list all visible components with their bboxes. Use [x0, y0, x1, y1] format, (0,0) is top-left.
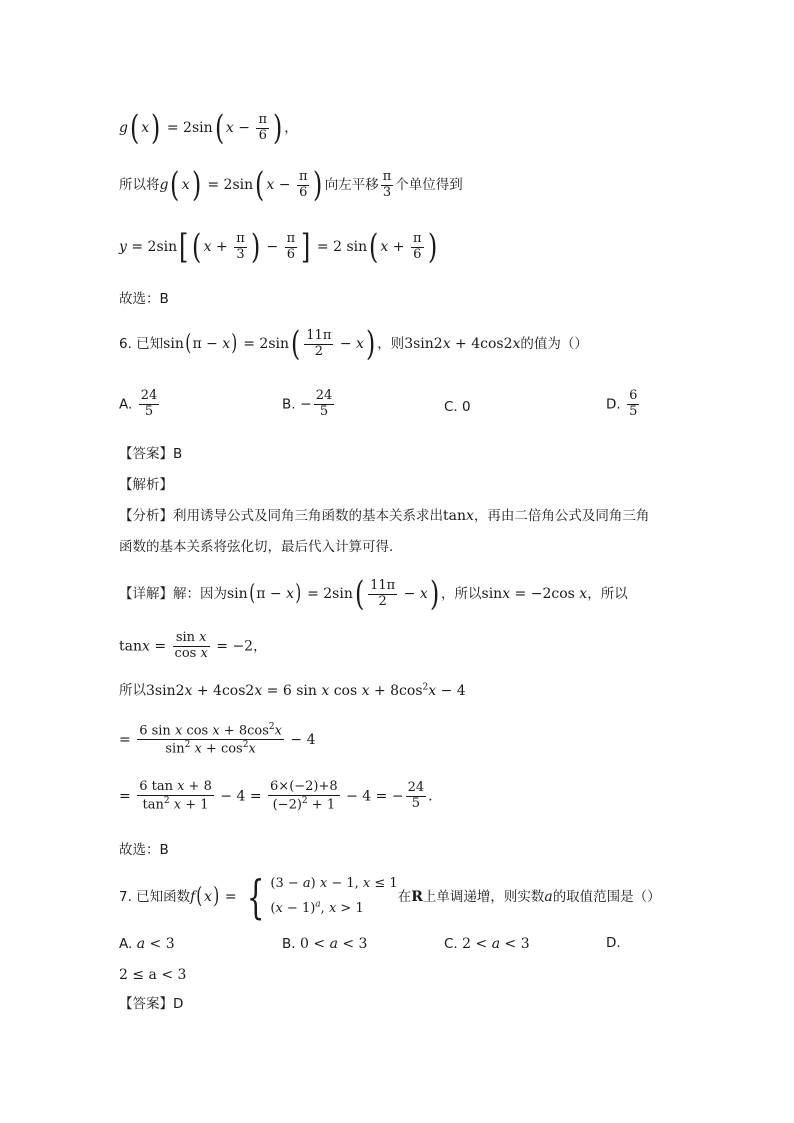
shift-statement: 所以将g( x) = 2sin( x − $\frac{\pi}{6}$ ) 向左平移 $\frac{\pi}{3}$ 个单位得到	[119, 165, 463, 205]
tan-formula: tanx = $\frac{\text{sin x}}{\text{cos x}}$ = −2，	[119, 630, 267, 661]
analysis-heading: 【解析】	[119, 477, 173, 493]
q7-option-d[interactable]: D.	[606, 935, 621, 951]
question-7: 7. 已知函数f(x) = { (3 − a) x − 1, x ≤ 1 $(x - 1)^a$, x > 1在R上单调递增，则实数a的取值范围是（）	[119, 869, 661, 924]
analysis-line-1: 【分析】利用诱导公式及同角三角函数的基本关系求出tanx，再由二倍角公式及同角三角	[119, 508, 650, 524]
option-c[interactable]: C. 0	[444, 399, 471, 415]
answer-select-2: 故选：B	[119, 842, 169, 858]
formula-g: g( x) = 2sin( x − $\frac{\pi}{6}$ ) ，	[119, 108, 298, 148]
fraction-line-1: = $\frac{6 \sin x \cos x + 8\cos^2x}{\sin^2 x + \cos^2x}$ − 4	[119, 722, 316, 757]
expand-line: 所以3sin2x + 4cos2x = 6 sin x $\cos x + 8\cos^2x - 4$	[119, 682, 466, 699]
formula-y: y = 2sin[ ( x + $\frac{\pi}{3}$ ) − $\frac{\pi}{6}$ ] = 2 sin( x + $\frac{\pi}{6}$ )	[119, 227, 437, 267]
q7-option-b[interactable]: B. 0 < a < 3	[282, 936, 368, 952]
q7-option-a[interactable]: A. a < 3	[119, 936, 175, 952]
option-b[interactable]: B. − $\frac{24}{5}$	[282, 388, 333, 419]
option-d[interactable]: D. $\frac{6}{5}$	[606, 388, 638, 419]
detail-line-1: 【详解】解：因为sin(π − x) = 2sin( $\frac{11\pi}{2}$ − x) ，所以sinx = −2cos x，所以	[119, 574, 628, 614]
question-6: 6. 已知sin(π − x) = 2sin( $\frac{11\pi}{2}$ − x) ，则3sin2x + 4cos2x的值为（）	[119, 324, 588, 364]
option-a[interactable]: A. $\frac{24}{5}$	[119, 388, 158, 419]
q7-option-c[interactable]: C. 2 < a < 3	[444, 936, 530, 952]
q7-option-d-value: 2 ≤ a < 3	[119, 967, 187, 983]
answer-6: 【答案】B	[119, 446, 183, 462]
analysis-line-2: 函数的基本关系将弦化切，最后代入计算可得.	[119, 539, 394, 555]
answer-7: 【答案】D	[119, 996, 184, 1012]
answer-select: 故选：B	[119, 291, 169, 307]
fraction-line-2: = $\frac{\text{6 tan x + 8}}{\tan^2 x + 1}$ − 4 = $\frac{6\times(-2)+8}{(-2)^2 + 1}$ − 4 = − $\frac{24}{5}$ .	[119, 779, 433, 813]
